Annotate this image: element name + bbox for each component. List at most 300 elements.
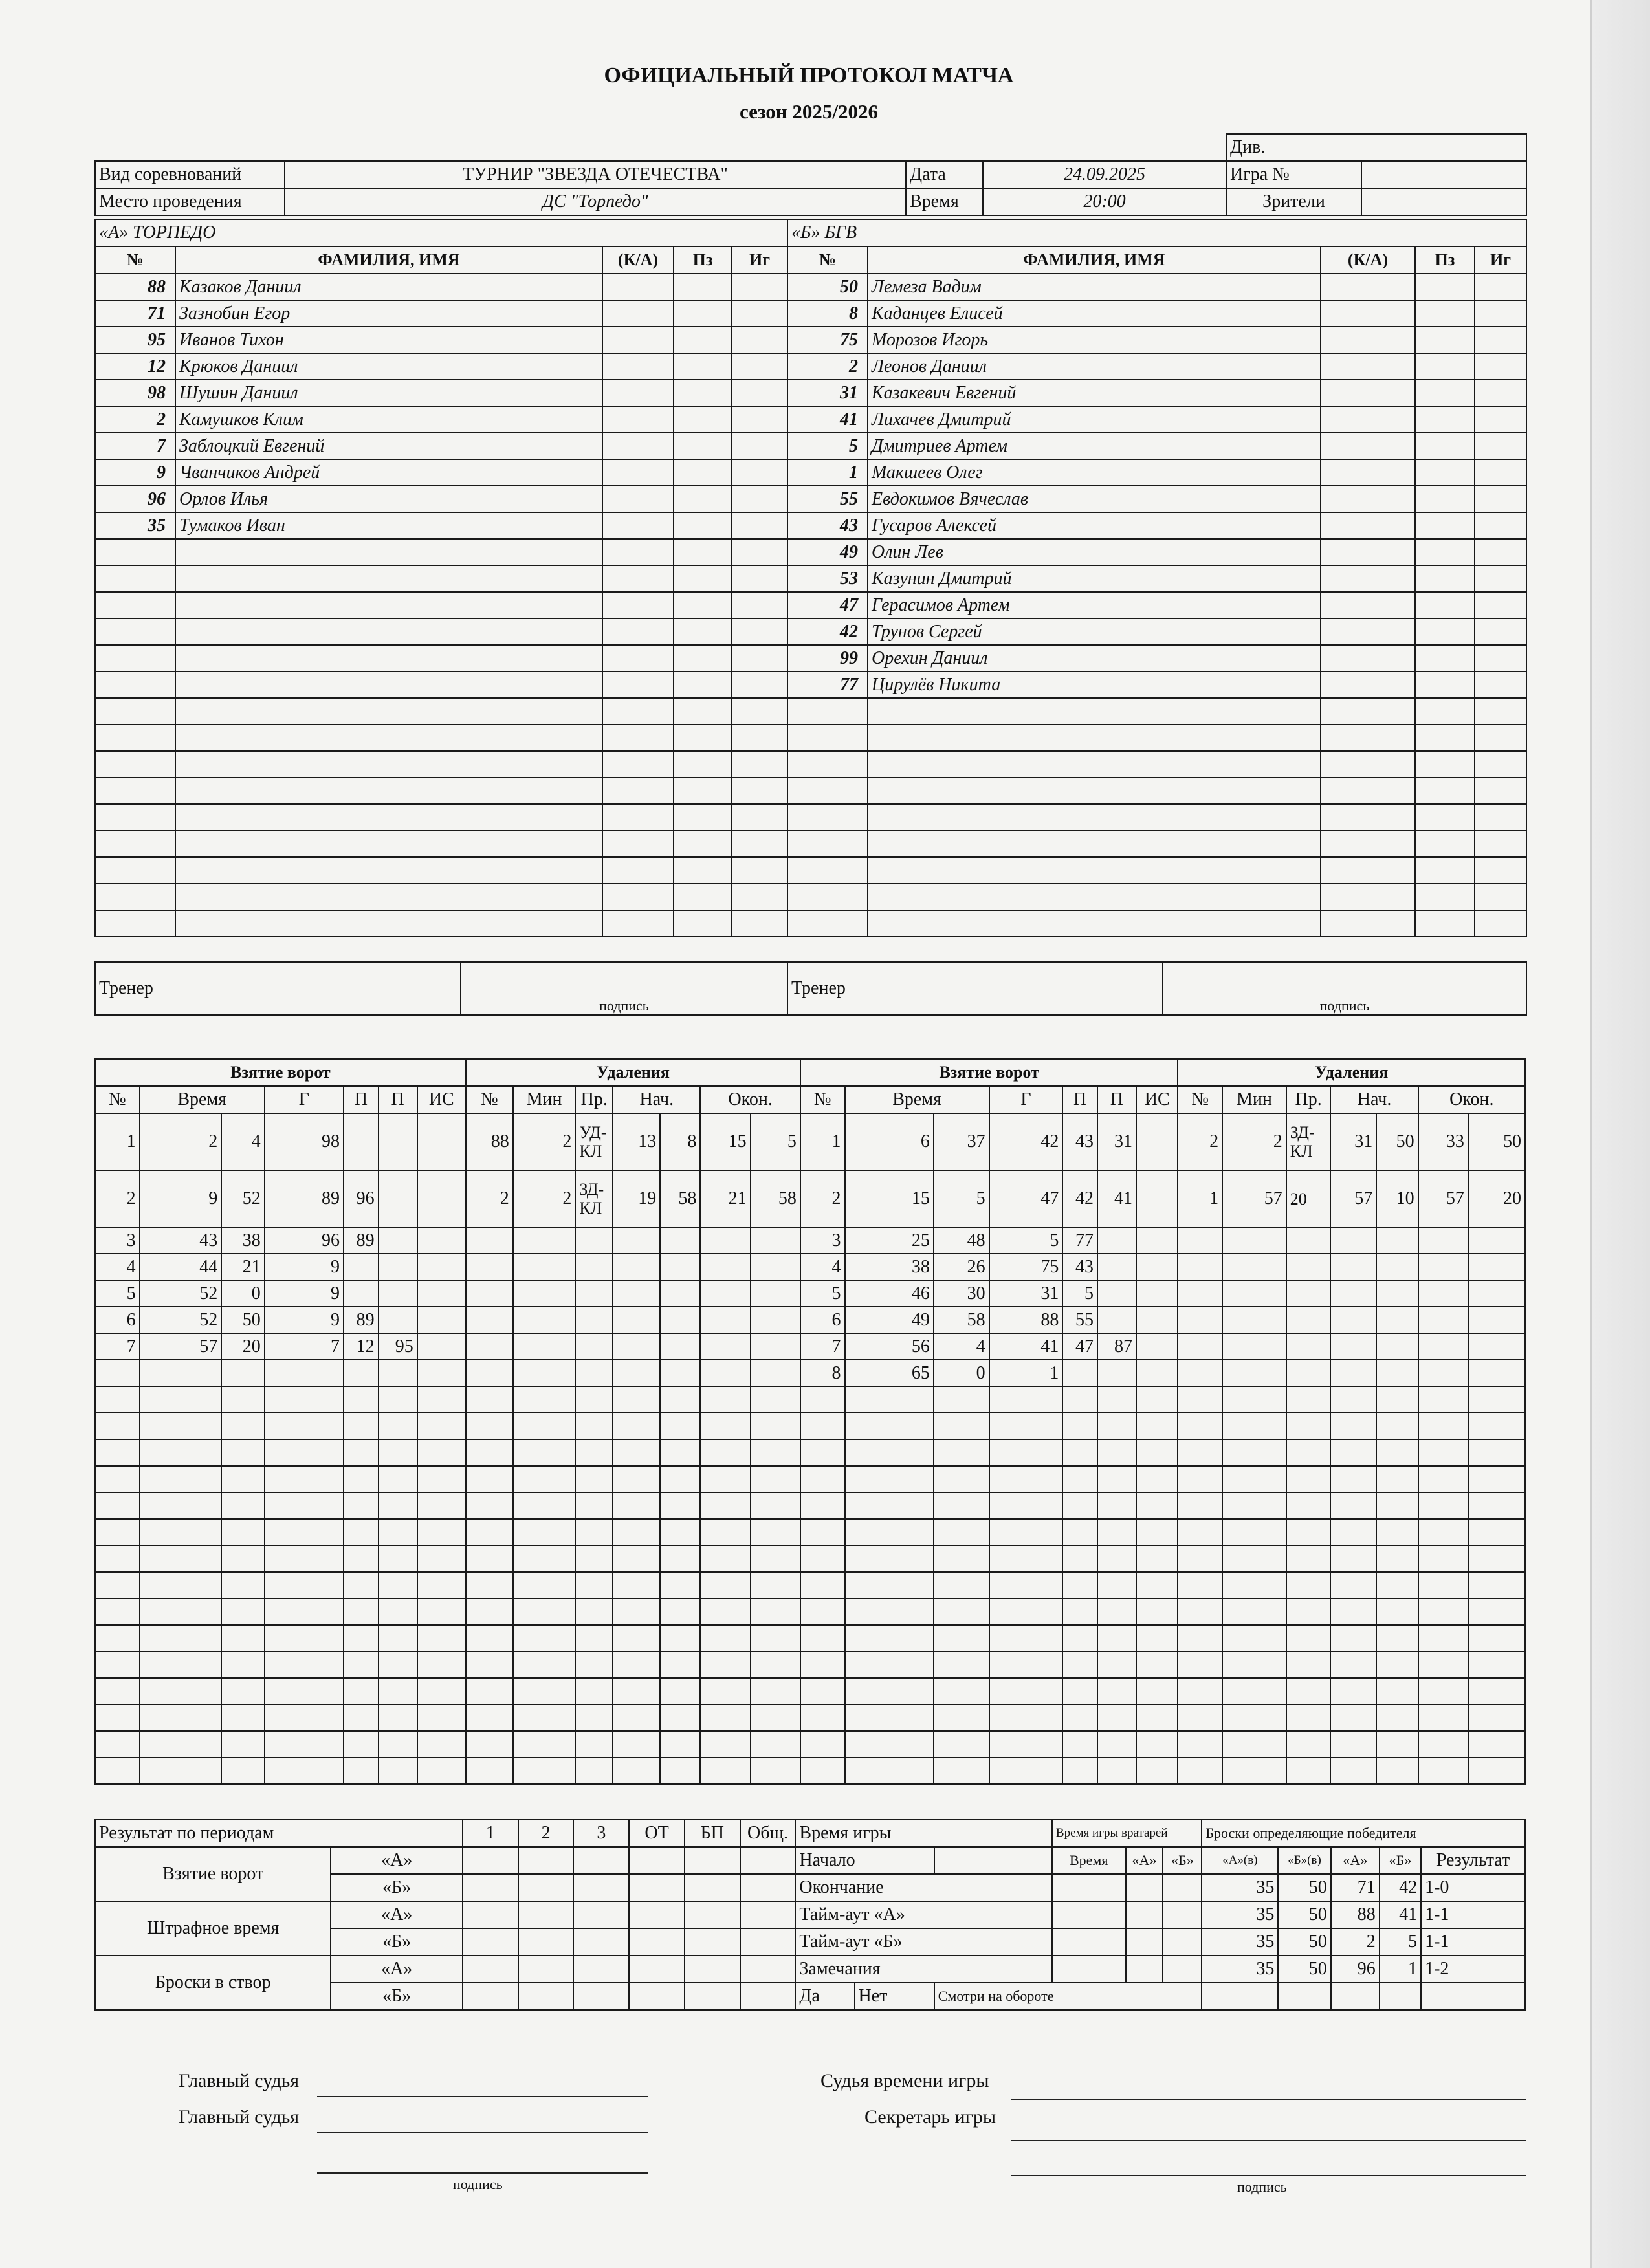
shootout-cell[interactable]: 35 bbox=[1202, 1901, 1278, 1928]
player-name[interactable] bbox=[175, 539, 602, 565]
shootout-cell[interactable]: 88 bbox=[1331, 1901, 1380, 1928]
penalty-a-cell[interactable] bbox=[613, 1439, 660, 1466]
penalty-b-cell[interactable] bbox=[1468, 1280, 1525, 1307]
player-pz[interactable] bbox=[1415, 459, 1475, 486]
goal-a-cell[interactable]: 2 bbox=[140, 1113, 222, 1170]
goal-a-cell[interactable] bbox=[344, 1705, 379, 1731]
player-number[interactable] bbox=[95, 671, 175, 698]
goal-b-cell[interactable]: 5 bbox=[934, 1170, 989, 1227]
goal-a-cell[interactable] bbox=[140, 1492, 222, 1519]
penalty-b-cell[interactable] bbox=[1330, 1280, 1376, 1307]
penalty-b-cell[interactable] bbox=[1418, 1413, 1468, 1439]
goal-a-cell[interactable] bbox=[417, 1678, 466, 1705]
competition-value[interactable]: ТУРНИР "ЗВЕЗДА ОТЕЧЕСТВА" bbox=[285, 161, 906, 188]
player-ka[interactable] bbox=[1321, 645, 1415, 671]
goal-b-cell[interactable] bbox=[1062, 1413, 1097, 1439]
goal-b-cell[interactable] bbox=[1097, 1280, 1136, 1307]
penalty-b-cell[interactable]: 2 bbox=[1222, 1113, 1286, 1170]
goal-a-cell[interactable] bbox=[95, 1731, 140, 1758]
penalty-a-cell[interactable] bbox=[751, 1227, 800, 1254]
player-number[interactable]: 9 bbox=[95, 459, 175, 486]
goal-b-cell[interactable]: 77 bbox=[1062, 1227, 1097, 1254]
goal-a-cell[interactable] bbox=[379, 1227, 417, 1254]
goal-a-cell[interactable]: 12 bbox=[344, 1333, 379, 1360]
player-pz[interactable] bbox=[1415, 698, 1475, 725]
player-number[interactable]: 12 bbox=[95, 353, 175, 380]
penalty-b-cell[interactable] bbox=[1178, 1705, 1222, 1731]
penalty-a-cell[interactable] bbox=[513, 1652, 576, 1678]
player-pz[interactable] bbox=[674, 698, 732, 725]
penalty-a-cell[interactable] bbox=[660, 1598, 700, 1625]
goal-a-cell[interactable] bbox=[379, 1678, 417, 1705]
player-ig[interactable] bbox=[1475, 671, 1526, 698]
goal-a-cell[interactable]: 1 bbox=[95, 1113, 140, 1170]
penalty-b-cell[interactable] bbox=[1418, 1333, 1468, 1360]
goal-b-cell[interactable]: 87 bbox=[1097, 1333, 1136, 1360]
player-pz[interactable] bbox=[1415, 380, 1475, 406]
goal-a-cell[interactable] bbox=[221, 1678, 265, 1705]
goal-b-cell[interactable]: 15 bbox=[845, 1170, 934, 1227]
goal-b-cell[interactable]: 26 bbox=[934, 1254, 989, 1280]
goal-b-cell[interactable] bbox=[1097, 1731, 1136, 1758]
penalty-b-cell[interactable] bbox=[1330, 1572, 1376, 1598]
goal-b-cell[interactable] bbox=[845, 1705, 934, 1731]
penalty-b-cell[interactable] bbox=[1376, 1652, 1418, 1678]
goal-a-cell[interactable]: 20 bbox=[221, 1333, 265, 1360]
shootout-cell[interactable]: 50 bbox=[1278, 1956, 1330, 1983]
player-ka[interactable] bbox=[1321, 406, 1415, 433]
goal-a-cell[interactable] bbox=[221, 1652, 265, 1678]
penalty-a-cell[interactable] bbox=[660, 1731, 700, 1758]
penalty-a-cell[interactable] bbox=[575, 1652, 613, 1678]
penalty-b-cell[interactable]: 50 bbox=[1376, 1113, 1418, 1170]
player-number[interactable] bbox=[95, 565, 175, 592]
penalty-b-cell[interactable] bbox=[1222, 1307, 1286, 1333]
penalty-a-cell[interactable] bbox=[513, 1386, 576, 1413]
player-pz[interactable] bbox=[674, 857, 732, 884]
goal-a-cell[interactable]: 52 bbox=[140, 1307, 222, 1333]
goal-b-cell[interactable] bbox=[1062, 1625, 1097, 1652]
goal-b-cell[interactable] bbox=[800, 1386, 845, 1413]
goal-a-cell[interactable] bbox=[265, 1678, 344, 1705]
player-ka[interactable] bbox=[1321, 778, 1415, 804]
player-number[interactable] bbox=[95, 698, 175, 725]
penalty-b-cell[interactable] bbox=[1178, 1466, 1222, 1492]
goal-a-cell[interactable] bbox=[417, 1307, 466, 1333]
penalty-b-cell[interactable]: 1 bbox=[1178, 1170, 1222, 1227]
goal-a-cell[interactable] bbox=[265, 1625, 344, 1652]
penalty-b-cell[interactable] bbox=[1330, 1254, 1376, 1280]
player-pz[interactable] bbox=[674, 831, 732, 857]
player-name[interactable] bbox=[175, 778, 602, 804]
spectators-value[interactable] bbox=[1361, 188, 1526, 215]
goal-a-cell[interactable] bbox=[417, 1731, 466, 1758]
player-ka[interactable] bbox=[1321, 433, 1415, 459]
player-name[interactable]: Орехин Даниил bbox=[868, 645, 1321, 671]
penalty-a-cell[interactable] bbox=[660, 1572, 700, 1598]
goal-a-cell[interactable] bbox=[95, 1439, 140, 1466]
player-name[interactable] bbox=[868, 831, 1321, 857]
penalty-b-cell[interactable] bbox=[1222, 1280, 1286, 1307]
goal-a-cell[interactable] bbox=[379, 1625, 417, 1652]
player-ig[interactable] bbox=[732, 857, 787, 884]
player-name[interactable] bbox=[175, 592, 602, 618]
penalty-b-cell[interactable] bbox=[1222, 1492, 1286, 1519]
penalty-b-cell[interactable] bbox=[1222, 1466, 1286, 1492]
player-number[interactable] bbox=[95, 804, 175, 831]
goal-a-cell[interactable] bbox=[265, 1572, 344, 1598]
penalty-b-cell[interactable] bbox=[1468, 1758, 1525, 1784]
goal-b-cell[interactable] bbox=[934, 1439, 989, 1466]
player-number[interactable]: 1 bbox=[787, 459, 868, 486]
time-value[interactable]: 20:00 bbox=[983, 188, 1226, 215]
penalty-a-cell[interactable] bbox=[575, 1413, 613, 1439]
penalty-a-cell[interactable]: 2 bbox=[466, 1170, 513, 1227]
goal-a-cell[interactable] bbox=[344, 1572, 379, 1598]
penalty-b-cell[interactable] bbox=[1178, 1678, 1222, 1705]
player-ig[interactable] bbox=[732, 565, 787, 592]
player-pz[interactable] bbox=[674, 512, 732, 539]
penalty-b-cell[interactable]: 31 bbox=[1330, 1113, 1376, 1170]
penalty-b-cell[interactable] bbox=[1330, 1545, 1376, 1572]
goal-a-cell[interactable] bbox=[221, 1519, 265, 1545]
player-pz[interactable] bbox=[1415, 884, 1475, 910]
penalty-a-cell[interactable] bbox=[513, 1466, 576, 1492]
goal-b-cell[interactable] bbox=[934, 1519, 989, 1545]
player-name[interactable]: Заблоцкий Евгений bbox=[175, 433, 602, 459]
cell[interactable] bbox=[1163, 1928, 1202, 1956]
player-ig[interactable] bbox=[1475, 618, 1526, 645]
player-ig[interactable] bbox=[732, 618, 787, 645]
penalty-a-cell[interactable] bbox=[575, 1545, 613, 1572]
penalty-b-cell[interactable] bbox=[1418, 1758, 1468, 1784]
player-ka[interactable] bbox=[602, 274, 674, 300]
penalty-a-cell[interactable] bbox=[466, 1439, 513, 1466]
penalty-b-cell[interactable]: 20 bbox=[1468, 1170, 1525, 1227]
goal-b-cell[interactable] bbox=[1097, 1227, 1136, 1254]
goal-a-cell[interactable] bbox=[140, 1758, 222, 1784]
penalty-a-cell[interactable]: 15 bbox=[700, 1113, 750, 1170]
penalty-b-cell[interactable] bbox=[1178, 1307, 1222, 1333]
goal-b-cell[interactable]: 42 bbox=[989, 1113, 1063, 1170]
player-ka[interactable] bbox=[602, 645, 674, 671]
player-name[interactable] bbox=[868, 778, 1321, 804]
goal-a-cell[interactable] bbox=[379, 1705, 417, 1731]
player-name[interactable]: Чванчиков Андрей bbox=[175, 459, 602, 486]
player-name[interactable] bbox=[175, 645, 602, 671]
player-number[interactable] bbox=[787, 751, 868, 778]
player-ka[interactable] bbox=[602, 300, 674, 327]
goal-b-cell[interactable] bbox=[1136, 1170, 1178, 1227]
goal-a-cell[interactable] bbox=[417, 1439, 466, 1466]
penalty-b-cell[interactable] bbox=[1376, 1280, 1418, 1307]
penalty-b-cell[interactable]: ЗД-КЛ bbox=[1286, 1113, 1331, 1170]
player-pz[interactable] bbox=[674, 274, 732, 300]
player-name[interactable] bbox=[175, 831, 602, 857]
goal-a-cell[interactable] bbox=[265, 1545, 344, 1572]
goal-b-cell[interactable] bbox=[1136, 1413, 1178, 1439]
penalty-a-cell[interactable] bbox=[660, 1413, 700, 1439]
penalty-b-cell[interactable] bbox=[1222, 1360, 1286, 1386]
goal-a-cell[interactable] bbox=[265, 1492, 344, 1519]
player-ka[interactable] bbox=[602, 353, 674, 380]
penalty-a-cell[interactable]: 19 bbox=[613, 1170, 660, 1227]
player-number[interactable]: 8 bbox=[787, 300, 868, 327]
shootout-cell[interactable]: 35 bbox=[1202, 1956, 1278, 1983]
goal-a-cell[interactable] bbox=[221, 1360, 265, 1386]
goal-b-cell[interactable] bbox=[1062, 1598, 1097, 1625]
shootout-result[interactable]: 1-2 bbox=[1421, 1956, 1525, 1983]
goal-b-cell[interactable] bbox=[1136, 1625, 1178, 1652]
penalty-a-cell[interactable] bbox=[466, 1545, 513, 1572]
goal-a-cell[interactable] bbox=[140, 1598, 222, 1625]
cell[interactable] bbox=[740, 1956, 796, 1983]
player-number[interactable]: 2 bbox=[95, 406, 175, 433]
penalty-a-cell[interactable] bbox=[660, 1545, 700, 1572]
cell[interactable] bbox=[629, 1874, 685, 1901]
goal-a-cell[interactable] bbox=[417, 1598, 466, 1625]
player-ka[interactable] bbox=[1321, 751, 1415, 778]
penalty-b-cell[interactable] bbox=[1330, 1227, 1376, 1254]
penalty-b-cell[interactable] bbox=[1418, 1625, 1468, 1652]
player-number[interactable]: 75 bbox=[787, 327, 868, 353]
goal-b-cell[interactable] bbox=[934, 1386, 989, 1413]
goal-a-cell[interactable] bbox=[95, 1678, 140, 1705]
goal-b-cell[interactable] bbox=[1136, 1307, 1178, 1333]
player-number[interactable]: 53 bbox=[787, 565, 868, 592]
goal-a-cell[interactable] bbox=[95, 1652, 140, 1678]
player-ig[interactable] bbox=[732, 910, 787, 937]
cell[interactable] bbox=[629, 1928, 685, 1956]
goal-a-cell[interactable] bbox=[417, 1492, 466, 1519]
player-ig[interactable] bbox=[1475, 486, 1526, 512]
goal-b-cell[interactable]: 6 bbox=[845, 1113, 934, 1170]
goal-b-cell[interactable]: 43 bbox=[1062, 1113, 1097, 1170]
player-number[interactable]: 96 bbox=[95, 486, 175, 512]
player-ig[interactable] bbox=[1475, 274, 1526, 300]
penalty-b-cell[interactable] bbox=[1418, 1492, 1468, 1519]
player-pz[interactable] bbox=[674, 884, 732, 910]
goal-b-cell[interactable] bbox=[1136, 1492, 1178, 1519]
goal-b-cell[interactable]: 55 bbox=[1062, 1307, 1097, 1333]
penalty-a-cell[interactable] bbox=[751, 1360, 800, 1386]
player-name[interactable]: Крюков Даниил bbox=[175, 353, 602, 380]
penalty-a-cell[interactable] bbox=[575, 1678, 613, 1705]
penalty-b-cell[interactable] bbox=[1330, 1731, 1376, 1758]
penalty-b-cell[interactable] bbox=[1468, 1466, 1525, 1492]
goal-a-cell[interactable] bbox=[95, 1519, 140, 1545]
penalty-a-cell[interactable] bbox=[575, 1519, 613, 1545]
goal-b-cell[interactable] bbox=[989, 1625, 1063, 1652]
goal-a-cell[interactable] bbox=[265, 1652, 344, 1678]
goal-a-cell[interactable]: 5 bbox=[95, 1280, 140, 1307]
goal-b-cell[interactable]: 25 bbox=[845, 1227, 934, 1254]
player-pz[interactable] bbox=[1415, 406, 1475, 433]
goal-a-cell[interactable]: 96 bbox=[265, 1227, 344, 1254]
cell[interactable] bbox=[573, 1847, 629, 1874]
penalty-b-cell[interactable]: 57 bbox=[1222, 1170, 1286, 1227]
player-ig[interactable] bbox=[732, 751, 787, 778]
player-ka[interactable] bbox=[602, 910, 674, 937]
player-name[interactable]: Гусаров Алексей bbox=[868, 512, 1321, 539]
penalty-a-cell[interactable] bbox=[513, 1413, 576, 1439]
player-ka[interactable] bbox=[1321, 910, 1415, 937]
penalty-b-cell[interactable] bbox=[1376, 1439, 1418, 1466]
cell[interactable] bbox=[573, 1956, 629, 1983]
player-pz[interactable] bbox=[1415, 778, 1475, 804]
player-pz[interactable] bbox=[674, 300, 732, 327]
player-ka[interactable] bbox=[602, 857, 674, 884]
penalty-b-cell[interactable] bbox=[1468, 1652, 1525, 1678]
player-ig[interactable] bbox=[732, 804, 787, 831]
penalty-a-cell[interactable] bbox=[513, 1705, 576, 1731]
goal-a-cell[interactable] bbox=[344, 1545, 379, 1572]
player-number[interactable] bbox=[95, 831, 175, 857]
player-ka[interactable] bbox=[1321, 857, 1415, 884]
cell[interactable] bbox=[629, 1956, 685, 1983]
player-ig[interactable] bbox=[1475, 512, 1526, 539]
goal-b-cell[interactable] bbox=[1136, 1758, 1178, 1784]
goal-a-cell[interactable] bbox=[140, 1386, 222, 1413]
penalty-a-cell[interactable] bbox=[466, 1572, 513, 1598]
penalty-b-cell[interactable] bbox=[1178, 1545, 1222, 1572]
goal-a-cell[interactable] bbox=[140, 1360, 222, 1386]
shootout-cell[interactable]: 35 bbox=[1202, 1928, 1278, 1956]
goal-b-cell[interactable]: 46 bbox=[845, 1280, 934, 1307]
goal-a-cell[interactable] bbox=[95, 1492, 140, 1519]
goal-b-cell[interactable] bbox=[1097, 1439, 1136, 1466]
goal-a-cell[interactable] bbox=[379, 1439, 417, 1466]
goal-a-cell[interactable] bbox=[417, 1466, 466, 1492]
goal-b-cell[interactable] bbox=[800, 1731, 845, 1758]
penalty-a-cell[interactable] bbox=[466, 1598, 513, 1625]
goal-a-cell[interactable] bbox=[221, 1492, 265, 1519]
penalty-b-cell[interactable] bbox=[1286, 1652, 1331, 1678]
player-number[interactable] bbox=[787, 884, 868, 910]
player-ka[interactable] bbox=[602, 433, 674, 459]
player-ka[interactable] bbox=[1321, 327, 1415, 353]
player-ig[interactable] bbox=[1475, 645, 1526, 671]
player-name[interactable]: Трунов Сергей bbox=[868, 618, 1321, 645]
goal-b-cell[interactable]: 88 bbox=[989, 1307, 1063, 1333]
player-ka[interactable] bbox=[1321, 539, 1415, 565]
goal-a-cell[interactable] bbox=[379, 1598, 417, 1625]
player-ig[interactable] bbox=[732, 433, 787, 459]
penalty-a-cell[interactable] bbox=[575, 1280, 613, 1307]
goal-a-cell[interactable]: 7 bbox=[95, 1333, 140, 1360]
penalty-a-cell[interactable]: 8 bbox=[660, 1113, 700, 1170]
goal-a-cell[interactable] bbox=[344, 1113, 379, 1170]
player-name[interactable]: Герасимов Артем bbox=[868, 592, 1321, 618]
player-pz[interactable] bbox=[1415, 751, 1475, 778]
goal-a-cell[interactable]: 9 bbox=[265, 1307, 344, 1333]
goal-b-cell[interactable] bbox=[800, 1598, 845, 1625]
cell[interactable] bbox=[740, 1874, 796, 1901]
goal-a-cell[interactable] bbox=[379, 1519, 417, 1545]
player-name[interactable]: Казунин Дмитрий bbox=[868, 565, 1321, 592]
cell[interactable] bbox=[1052, 1956, 1126, 1983]
goal-a-cell[interactable]: 95 bbox=[379, 1333, 417, 1360]
goal-b-cell[interactable] bbox=[934, 1545, 989, 1572]
goal-b-cell[interactable]: 30 bbox=[934, 1280, 989, 1307]
penalty-b-cell[interactable] bbox=[1376, 1307, 1418, 1333]
player-ka[interactable] bbox=[602, 831, 674, 857]
player-pz[interactable] bbox=[1415, 618, 1475, 645]
penalty-a-cell[interactable] bbox=[575, 1386, 613, 1413]
penalty-b-cell[interactable] bbox=[1286, 1758, 1331, 1784]
goal-b-cell[interactable] bbox=[845, 1492, 934, 1519]
goal-a-cell[interactable] bbox=[140, 1466, 222, 1492]
player-pz[interactable] bbox=[674, 406, 732, 433]
player-ka[interactable] bbox=[1321, 884, 1415, 910]
goal-a-cell[interactable] bbox=[417, 1386, 466, 1413]
player-pz[interactable] bbox=[1415, 433, 1475, 459]
player-name[interactable] bbox=[175, 804, 602, 831]
penalty-b-cell[interactable] bbox=[1468, 1307, 1525, 1333]
player-name[interactable] bbox=[175, 910, 602, 937]
penalty-b-cell[interactable] bbox=[1222, 1625, 1286, 1652]
penalty-a-cell[interactable] bbox=[466, 1652, 513, 1678]
goal-b-cell[interactable] bbox=[1136, 1705, 1178, 1731]
penalty-b-cell[interactable] bbox=[1330, 1758, 1376, 1784]
goal-b-cell[interactable]: 43 bbox=[1062, 1254, 1097, 1280]
goal-b-cell[interactable] bbox=[1097, 1492, 1136, 1519]
player-name[interactable] bbox=[868, 751, 1321, 778]
penalty-b-cell[interactable] bbox=[1418, 1307, 1468, 1333]
player-name[interactable] bbox=[175, 671, 602, 698]
player-pz[interactable] bbox=[674, 592, 732, 618]
cell[interactable] bbox=[1126, 1874, 1163, 1901]
cell[interactable] bbox=[463, 1983, 518, 2010]
goal-a-cell[interactable] bbox=[417, 1545, 466, 1572]
player-ig[interactable] bbox=[732, 698, 787, 725]
player-name[interactable] bbox=[175, 618, 602, 645]
goal-b-cell[interactable] bbox=[1062, 1705, 1097, 1731]
penalty-b-cell[interactable] bbox=[1468, 1625, 1525, 1652]
goal-a-cell[interactable] bbox=[221, 1413, 265, 1439]
penalty-a-cell[interactable] bbox=[513, 1360, 576, 1386]
player-ig[interactable] bbox=[732, 300, 787, 327]
penalty-a-cell[interactable] bbox=[575, 1731, 613, 1758]
player-ka[interactable] bbox=[602, 380, 674, 406]
cell[interactable] bbox=[1126, 1928, 1163, 1956]
penalty-b-cell[interactable] bbox=[1376, 1625, 1418, 1652]
goal-b-cell[interactable] bbox=[989, 1731, 1063, 1758]
goal-b-cell[interactable] bbox=[1062, 1386, 1097, 1413]
penalty-b-cell[interactable] bbox=[1468, 1545, 1525, 1572]
penalty-a-cell[interactable] bbox=[575, 1625, 613, 1652]
cell[interactable] bbox=[518, 1928, 574, 1956]
player-ig[interactable] bbox=[1475, 565, 1526, 592]
penalty-b-cell[interactable] bbox=[1418, 1731, 1468, 1758]
goal-b-cell[interactable] bbox=[989, 1519, 1063, 1545]
goal-b-cell[interactable] bbox=[800, 1652, 845, 1678]
cell[interactable] bbox=[463, 1874, 518, 1901]
penalty-b-cell[interactable] bbox=[1376, 1386, 1418, 1413]
player-number[interactable] bbox=[95, 725, 175, 751]
player-ka[interactable] bbox=[602, 539, 674, 565]
penalty-b-cell[interactable] bbox=[1376, 1492, 1418, 1519]
goal-b-cell[interactable] bbox=[1062, 1360, 1097, 1386]
player-pz[interactable] bbox=[1415, 857, 1475, 884]
player-number[interactable] bbox=[95, 618, 175, 645]
goal-a-cell[interactable] bbox=[95, 1625, 140, 1652]
goal-a-cell[interactable] bbox=[344, 1731, 379, 1758]
penalty-b-cell[interactable] bbox=[1418, 1227, 1468, 1254]
penalty-a-cell[interactable] bbox=[700, 1254, 750, 1280]
player-number[interactable] bbox=[95, 778, 175, 804]
goal-a-cell[interactable] bbox=[379, 1254, 417, 1280]
